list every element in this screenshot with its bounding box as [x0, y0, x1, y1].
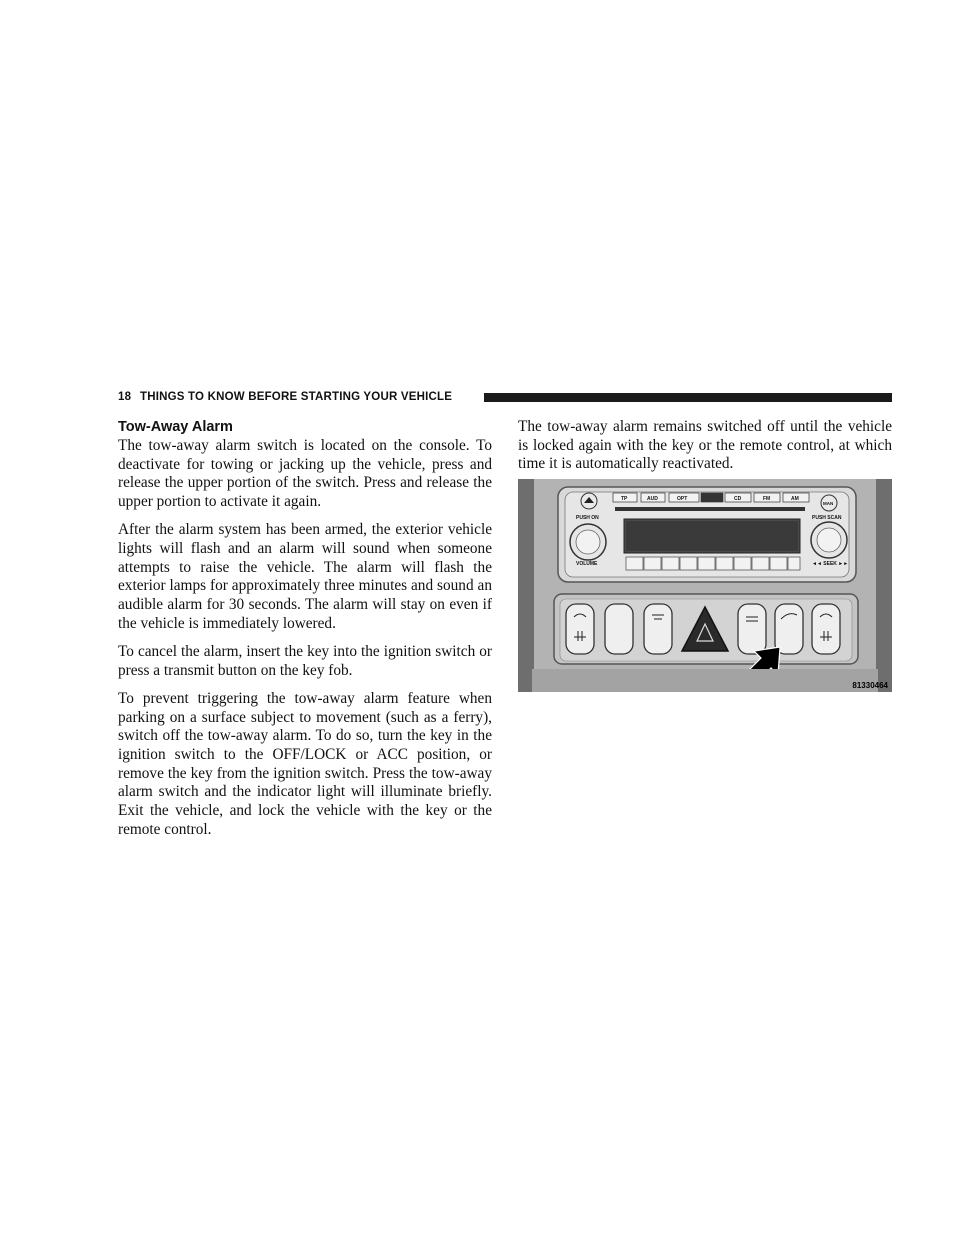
seat-heater-right-switch [812, 604, 840, 654]
esp-off-switch [644, 604, 672, 654]
header-title: THINGS TO KNOW BEFORE STARTING YOUR VEHICLE [140, 391, 453, 403]
seat-heater-left-switch [566, 604, 594, 654]
paragraph-alarm-armed: After the alarm system has been armed, the exterior vehicle lights will flash and an alarm will sound when someone attempts to raise the vehicle. The alarm will flash the exterior lamps for approximately three minutes and sound an audible alarm for 30 seconds. The alarm will stay on even if the vehicle is immediately lowered. [118, 521, 492, 632]
tow-away-alarm-switch [775, 604, 803, 654]
button-tp: TP [621, 496, 628, 502]
page-header [118, 390, 892, 406]
right-column [518, 418, 892, 484]
preset-buttons [626, 557, 800, 570]
page-number: 18 [118, 391, 132, 403]
header-rule [484, 393, 892, 402]
figure-label: 81330464 [852, 681, 888, 690]
paragraph-switch-location: The tow-away alarm switch is located on the console. To deactivate for towing or jacking up the vehicle, press and release the upper portion of the switch. Press and release the upper portion to activate it again. [118, 437, 492, 511]
button-opt: OPT [677, 496, 688, 502]
section-heading: Tow-Away Alarm [118, 419, 233, 435]
label-push-on: PUSH ON [576, 515, 599, 521]
label-push-scan: PUSH SCAN [812, 515, 842, 521]
button-fm: FM [763, 496, 771, 502]
paragraph-cancel-alarm: To cancel the alarm, insert the key into the ignition switch or press a transmit button on the key fob. [118, 643, 492, 679]
button-cd: CD [734, 496, 742, 502]
blank-switch [605, 604, 633, 654]
left-column [118, 418, 492, 849]
paragraph-reactivation: The tow-away alarm remains switched off until the vehicle is locked again with the key or the remote control, at which time it is automatically reactivated. [518, 418, 892, 473]
paragraph-prevent-trigger: To prevent triggering the tow-away alarm feature when parking on a surface subject to movement (such as a ferry), switch off the tow-away alarm. To do so, turn the key in the ignition switch to the OFF/LOCK or ACC position, or remove the key from the ignition switch. Press the tow-away alarm switch and the indicator light will illuminate briefly. Exit the vehicle, and lock the vehicle with the key or the remote control. [118, 689, 492, 838]
label-volume: VOLUME [576, 561, 598, 567]
label-man: MAN [823, 501, 834, 506]
console-drawing [518, 479, 892, 692]
button-aud: AUD [647, 496, 658, 502]
label-seek: ◄◄ SEEK ►► [812, 561, 849, 567]
console-illustration [518, 479, 892, 692]
button-am: AM [791, 496, 799, 502]
radio-top-buttons [613, 493, 809, 502]
rear-window-switch [738, 604, 766, 654]
